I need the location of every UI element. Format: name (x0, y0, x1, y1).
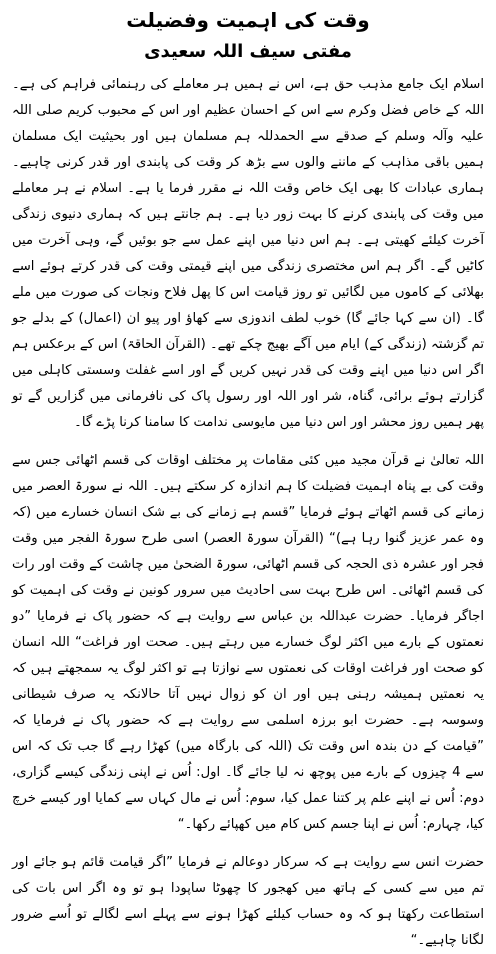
article-body (7, 72, 485, 954)
article-author: مفتی سیف اللہ سعیدی (144, 41, 352, 62)
article-title: وقت کی اہمیت وفضیلت (126, 8, 370, 32)
paragraph: اسلام ایک جامع مذہب حق ہے، اس نے ہمیں ہر معاملے کی رہنمائی فراہم کی ہے۔ اللہ کے خاص فضل وکرم سے اس کے احسان عظیم اور اس کے محبوب کریم صلی اللہ علیہ وآلہ وسلم کے صدقے سے الحمدللہ ہم مسلمان ہیں اور بحیثیت ایک مسلمان ہمیں باقی مذاہب کے ماننے والوں سے بڑھ کر وقت کی پابندی اور قدر کرنی چاہیے۔ ہماری عبادات کا بھی ایک خاص وقت اللہ نے مقرر فرما یا ہے۔ اسلام نے ہر معاملے میں وقت کی پابندی کرنے کا بہت زور دیا ہے۔ ہم جانتے ہیں کہ ہماری دنیوی زندگی آخرت کیلئے کھیتی ہے۔ ہم اس دنیا میں اپنے عمل سے جو بوئیں گے، وہی آخرت میں کاٹیں گے۔ اگر ہم اس مختصری زندگی میں اپنے قیمتی وقت کی قدر کرتے ہوئے اسے بھلائی کے کاموں میں لگائیں تو روز قیامت اس کا پھل فلاح ونجات کی صورت میں ملے گا۔ (ان سے کہا جائے گا) خوب لطف اندوزی سے کھاؤ اور پیو ان (اعمال) کے بدلے جو تم گزشتہ (زندگی کے) ایام میں آگے بھیج چکے تھے۔ (القرآن الحاقۃ) اس کے برعکس ہم اگر اس دنیا میں اپنے وقت کی قدر نہیں کریں گے اور اسے غفلت وسستی کاہلی میں گزارتے ہوئے برائی، گناہ، شر اور اللہ اور رسول پاک کی نافرمانی میں گزاریں گے تو پھر ہمیں روز محشر اور اس دنیا میں مایوسی ندامت کا سامنا کرنا پڑے گا۔ (7, 77, 484, 430)
paragraph: اللہ تعالیٰ نے قرآن مجید میں کئی مقامات پر مختلف اوقات کی قسم اٹھائی جس سے وقت کی بے پناہ اہمیت فضیلت کا ہم اندازہ کر سکتے ہیں۔ اللہ نے سورۃ العصر میں زمانے کی قسم اٹھاتے ہوئے فرمایا ”قسم ہے زمانے کی بے شک انسان خسارے میں (کہ وہ عمر عزیز گنوا رہا ہے)“ (القرآن سورۃ العصر) اسی طرح سورۃ الفجر میں وقت فجر اور عشرہ ذی الحجہ کی قسم اٹھائی، سورۃ الضحیٰ میں چاشت کے وقت اور رات کی قسم اٹھائی۔ اس طرح بہت سی احادیث میں سرور کونین نے وقت کی اہمیت کو اجاگر فرمایا۔ حضرت عبداللہ بن عباس سے روایت ہے کہ حضور پاک نے فرمایا ”دو نعمتوں کے بارے میں اکثر لوگ خسارے میں رہتے ہیں۔ صحت اور فراغت“ اللہ انسان کو صحت اور فراغت اوقات کی نعمتوں سے نوازتا ہے تو اکثر لوگ یہ سمجھتے ہیں کہ یہ نعمتیں ہمیشہ رہنی ہیں اور ان کو زوال نہیں آتا حالانکہ یہ صرف شیطانی وسوسہ ہے۔ حضرت ابو برزہ اسلمی سے روایت ہے کہ حضور پاک نے فرمایا کہ ”قیامت کے دن بندہ اس وقت تک (اللہ کی بارگاہ میں) کھڑا رہے گا جب تک کہ اس سے 4 چیزوں کے بارے میں پوچھ نہ لیا جائے گا۔ اول: اُس نے اپنی زندگی کیسے گزاری، دوم: اُس نے اپنے علم پر کتنا عمل کیا، سوم: اُس نے مال کہاں سے کمایا اور کیسے خرچ کیا، چہارم: اُس نے اپنا جسم کس کام میں کھپائے رکھا۔“ (7, 453, 485, 832)
paragraph: حضرت انس سے روایت ہے کہ سرکار دوعالم نے فرمایا ”اگر قیامت قائم ہو جائے اور تم میں سے کسی کے ہاتھ میں کھجور کا چھوٹا ساپودا ہو تو وہ اگر اس بات کی استطاعت رکھتا ہو کہ وہ حساب کیلئے کھڑا ہونے سے پہلے اسے لگالے تو اُسے ضرور لگانا چاہیے۔“ (7, 855, 484, 948)
